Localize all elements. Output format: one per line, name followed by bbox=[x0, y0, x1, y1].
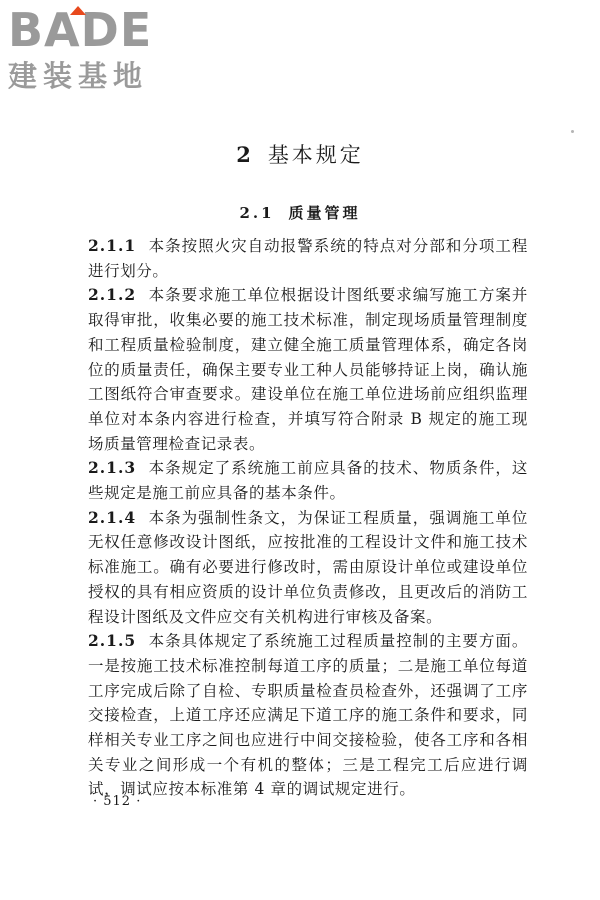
logo-wordmark bbox=[8, 4, 152, 56]
clause bbox=[88, 456, 528, 505]
bade-logo bbox=[8, 4, 183, 94]
logo-tagline: 建装基地 bbox=[8, 59, 149, 93]
page-number: · 512 · bbox=[93, 794, 142, 809]
chapter-title-text: 基本规定 bbox=[267, 143, 364, 167]
clause-text: 本条要求施工单位根据设计图纸要求编写施工方案并取得审批，收集必要的施工技术标准，制定现场质量管理制度和工程质量检验制度，建立健全施工质量管理体系，确定各岗位的质量责任，确保主要专业工种人员能够持证上岗，确认施工图纸符合审查要求。建设单位在施工单位进场前应组织监理单位对本条内容进行检查，并填写符合附录 B 规定的施工现场质量管理检查记录表。 bbox=[88, 286, 528, 453]
clause bbox=[88, 283, 528, 456]
clause-text: 本条为强制性条文，为保证工程质量，强调施工单位无权任意修改设计图纸，应按批准的工程设计文件和施工技术标准施工。确有必要进行修改时，需由原设计单位或建设单位授权的具有相应资质的设计单位负责修改，且更改后的消防工程设计图纸及文件应交有关机构进行审核及备案。 bbox=[88, 508, 528, 626]
clause-text: 本条具体规定了系统施工过程质量控制的主要方面。一是按施工技术标准控制每道工序的质量；二是施工单位每道工序完成后除了自检、专职质量检查员检查外，还强调了工序交接检查，上道工序还应满足下道工序的施工条件和要求，同样相关专业工序之间也应进行中间交接检验，使各工序和各相关专业之间形成一个有机的整体；三是工程完工后应进行调试，调试应按本标准第 4 章的调试规定进行。 bbox=[88, 632, 528, 799]
clause-text: 本条按照火灾自动报警系统的特点对分部和分项工程进行划分。 bbox=[88, 237, 528, 280]
clause bbox=[88, 234, 528, 283]
chapter-title bbox=[0, 141, 600, 169]
section-title-text: 质量管理 bbox=[288, 204, 361, 222]
logo-wordmark-text: BADE bbox=[8, 3, 153, 57]
clause-number: 2.1.5 bbox=[88, 631, 137, 651]
clause-number: 2.1.4 bbox=[88, 507, 137, 527]
clause bbox=[88, 629, 528, 802]
scan-speck bbox=[571, 130, 574, 133]
clause-number: 2.1.1 bbox=[88, 236, 137, 255]
clause-number: 2.1.3 bbox=[88, 458, 137, 478]
section-number: 2.1 bbox=[239, 204, 275, 222]
section-title bbox=[0, 203, 600, 223]
clause-number: 2.1.2 bbox=[88, 285, 137, 305]
logo-accent-triangle-icon bbox=[70, 6, 86, 15]
clause bbox=[88, 506, 528, 630]
chapter-number: 2 bbox=[236, 142, 254, 167]
body-text bbox=[88, 234, 528, 802]
clause-text: 本条规定了系统施工前应具备的技术、物质条件，这些规定是施工前应具备的基本条件。 bbox=[88, 459, 528, 503]
